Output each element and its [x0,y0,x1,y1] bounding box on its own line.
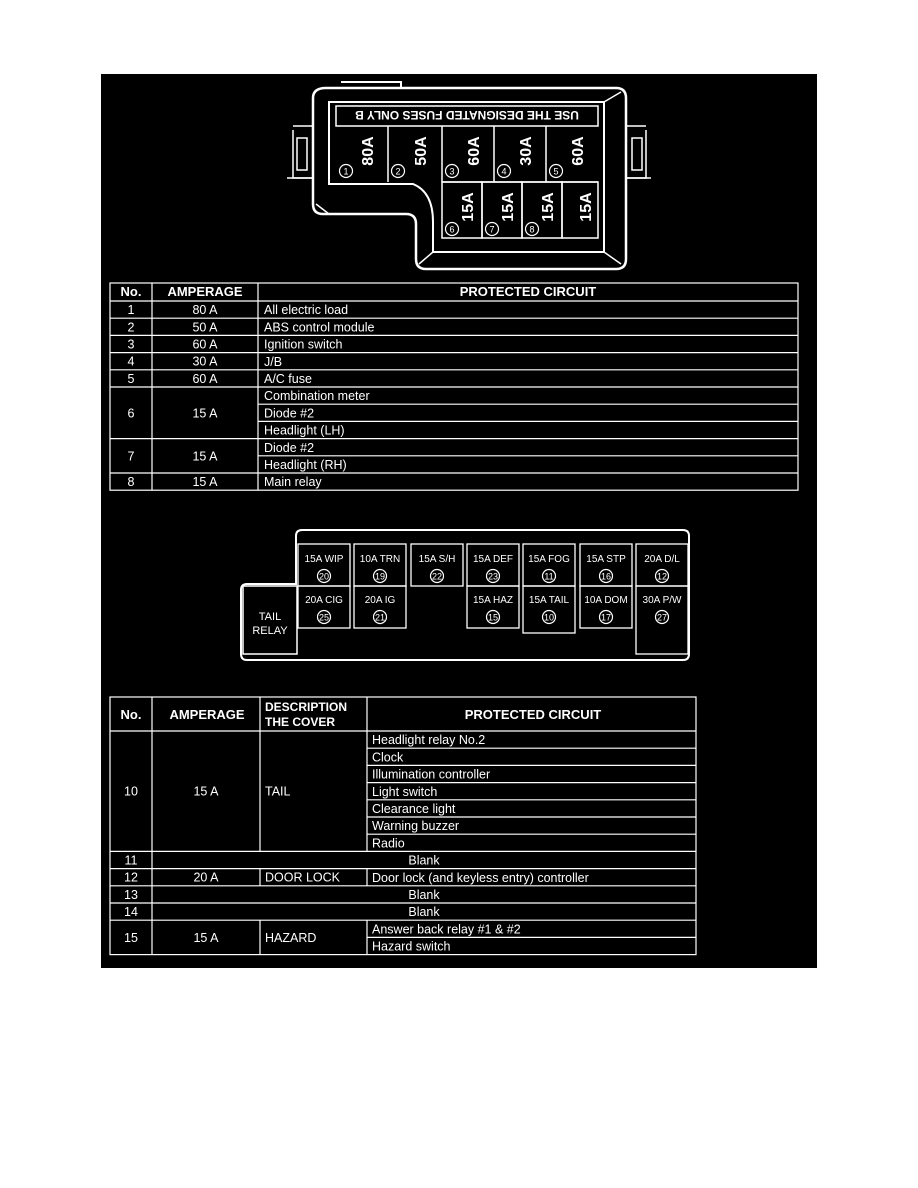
fuse-amp-label: 15A [540,192,557,222]
junction-fuse-label: 15A S/H [418,554,456,565]
table2-cell-no: 11 [124,853,138,868]
table1-cell-circuit: Ignition switch [264,337,343,352]
fuse-slot-4 [498,136,536,178]
fuse-slot-7 [486,192,518,236]
junction-fuse-15 [467,586,519,628]
table1-cell-circuit: Diode #2 [264,406,315,421]
table2-cell-amperage: 15 A [193,784,219,799]
table1-cell-circuit: Headlight (LH) [264,423,345,438]
table2-row [124,888,440,902]
svg-text:16: 16 [600,571,612,582]
fuse-slot-5 [550,136,588,178]
table2-cell-blank: Blank [408,888,440,902]
fuse-number-5 [550,165,563,178]
table1-row [128,389,370,437]
table2-cell-description: HAZARD [265,930,317,945]
junction-fuse-label: 15A HAZ [472,595,514,606]
junction-fuse-11 [523,544,575,586]
junction-block-top-row [298,544,688,586]
table1-header-amperage: AMPERAGE [167,284,243,299]
junction-fuse-number-20 [318,570,331,583]
junction-fuse-number-22 [431,570,444,583]
table1-header-protected-circuit: PROTECTED CIRCUIT [459,284,597,299]
table2-row [124,871,589,885]
junction-fuse-label: 15A TAIL [528,595,570,606]
svg-text:4: 4 [501,166,507,177]
table1-cell-amperage: 15 A [192,475,218,490]
fuse-amp-label: 50A [413,136,430,166]
fuse-amp-label: 15A [578,192,595,222]
junction-fuse-number-11 [543,570,556,583]
table2-cell-circuit: Light switch [372,784,438,799]
fuse-amp-label: 60A [570,136,587,166]
svg-text:27: 27 [656,612,668,623]
junction-fuse-number-17 [600,611,613,624]
table1-cell-circuit: A/C fuse [264,372,312,386]
junction-fuse-22 [411,544,463,586]
table2-header-protected-circuit: PROTECTED CIRCUIT [464,707,602,722]
junction-fuse-label: 15A DEF [472,554,514,565]
junction-fuse-16 [580,544,632,586]
svg-text:10: 10 [543,612,555,623]
svg-text:17: 17 [600,612,612,623]
table2-header-no: No. [120,707,142,722]
table2-cell-circuit: Warning buzzer [372,819,460,834]
table2-header-description: DESCRIPTION [265,700,348,714]
junction-fuse-label: 20A D/L [644,554,680,565]
table2-cell-blank: Blank [408,853,440,868]
svg-text:19: 19 [374,571,386,582]
junction-fuse-10 [523,586,575,633]
fuse-number-8 [526,223,539,236]
table2-cell-amperage: 15 A [193,930,219,945]
fuse-block-bottom-row [446,192,596,236]
table2-header-the-cover: THE COVER [265,715,336,729]
fuse-slot-3 [446,136,484,178]
table1-cell-no: 5 [127,371,135,386]
svg-text:2: 2 [395,166,401,177]
svg-text:3: 3 [449,166,455,177]
table2-cell-blank: Blank [408,905,440,920]
fuse-number-4 [498,165,511,178]
svg-text:8: 8 [529,224,535,235]
table1-cell-circuit: Combination meter [264,389,370,404]
table2-cell-no: 13 [124,887,138,902]
junction-block-bottom-row [298,586,688,654]
svg-text:25: 25 [318,612,330,623]
table1-cell-circuit: Diode #2 [264,440,315,455]
fuse-number-7 [486,223,499,236]
tail-relay-label-2: RELAY [252,625,288,637]
svg-text:20: 20 [318,571,330,582]
junction-fuse-number-23 [487,570,500,583]
fuse-block-top-row [340,136,588,178]
junction-fuse-27 [636,586,688,654]
fuse-slot-unnumbered [578,192,595,222]
junction-fuse-number-12 [656,570,669,583]
protected-circuit-table-2 [110,697,696,955]
table2-cell-amperage: 20 A [193,870,219,885]
table2-row [125,854,441,868]
table1-cell-amperage: 30 A [192,354,218,369]
junction-fuse-number-10 [543,611,556,624]
svg-text:7: 7 [489,224,495,235]
table1-cell-no: 2 [127,320,135,335]
table1-cell-amperage: 80 A [192,303,218,318]
junction-fuse-number-25 [318,611,331,624]
fuse-diagram [101,74,817,968]
table1-header-no: No. [120,284,142,299]
table2-cell-description: DOOR LOCK [265,870,341,885]
svg-text:15: 15 [487,612,499,623]
table2-cell-circuit: Answer back relay #1 & #2 [372,922,521,937]
table2-cell-no: 15 [124,930,138,945]
table1-cell-no: 1 [127,303,135,318]
table1-cell-circuit: ABS control module [264,320,375,335]
fuse-slot-1 [340,136,378,178]
table1-cell-amperage: 15 A [192,449,218,464]
table1-row [128,372,312,386]
junction-fuse-label: 15A WIP [304,554,344,565]
fuse-number-1 [340,165,353,178]
junction-fuse-label: 20A CIG [305,595,343,606]
fuse-slot-6 [446,192,478,236]
junction-fuse-label: 15A STP [586,554,626,565]
junction-fuse-label: 10A TRN [359,554,401,565]
junction-fuse-label: 10A DOM [584,595,628,606]
table2-cell-circuit: Door lock (and keyless entry) controller [372,870,589,885]
table1-cell-circuit: All electric load [264,303,349,318]
table1-cell-circuit: Main relay [264,475,322,490]
junction-fuse-19 [354,544,406,586]
table1-row [128,475,323,489]
svg-text:12: 12 [656,571,668,582]
svg-text:21: 21 [374,612,386,623]
fuse-diagram-panel [101,74,817,968]
fuse-number-2 [392,165,405,178]
fuse-amp-label: 80A [360,136,377,166]
fuse-amp-label: 30A [518,136,535,166]
table1-cell-no: 4 [127,354,135,369]
table1-cell-no: 6 [127,406,135,421]
table2-cell-circuit: Hazard switch [372,939,451,954]
junction-fuse-number-27 [656,611,669,624]
table2-cell-circuit: Clearance light [372,802,456,816]
table2-header-amperage: AMPERAGE [169,707,245,722]
table1-row [128,338,343,352]
junction-fuse-12 [636,544,688,586]
junction-fuse-number-21 [374,611,387,624]
fuse-number-6 [446,223,459,236]
svg-text:6: 6 [449,224,455,235]
fuse-slot-2 [392,136,431,178]
table2-cell-circuit: Radio [372,836,405,851]
table2-row [124,905,440,919]
table2-cell-circuit: Illumination controller [372,767,491,782]
table1-cell-circuit: J/B [264,354,283,369]
table1-row [128,320,375,334]
fuse-amp-label: 15A [460,192,477,222]
junction-fuse-25 [298,586,350,628]
svg-text:11: 11 [544,571,554,582]
junction-fuse-label: 30A P/W [642,595,682,606]
table1-row [128,355,283,369]
table2-cell-no: 10 [124,784,138,799]
junction-fuse-label: 15A FOG [528,554,570,565]
protected-circuit-table-1 [110,283,798,490]
table2-cell-circuit: Headlight relay No.2 [372,733,486,748]
junction-fuse-number-15 [487,611,500,624]
fuse-number-3 [446,165,459,178]
fuse-block-label: USE THE DESIGNATED FUSES ONLY B [355,108,579,122]
fuse-amp-label: 15A [500,192,517,222]
svg-text:23: 23 [487,571,499,582]
junction-fuse-number-16 [600,570,613,583]
junction-fuse-20 [298,544,350,586]
table2-cell-no: 12 [124,870,138,885]
svg-text:5: 5 [553,166,559,177]
table2-row [124,733,490,850]
table1-cell-amperage: 60 A [192,337,218,352]
table1-row [128,303,349,317]
junction-fuse-label: 20A IG [364,595,396,606]
table1-cell-amperage: 60 A [192,371,218,386]
table1-cell-no: 8 [127,475,135,490]
fuse-amp-label: 60A [466,136,483,166]
junction-fuse-21 [354,586,406,628]
svg-text:1: 1 [343,166,349,177]
tail-relay-label-1: TAIL [258,611,282,623]
table1-cell-amperage: 15 A [192,406,218,421]
table2-cell-circuit: Clock [372,750,404,765]
junction-fuse-23 [467,544,519,586]
fuse-slot-8 [526,192,558,236]
junction-fuse-number-19 [374,570,387,583]
table1-cell-circuit: Headlight (RH) [264,458,347,472]
table2-cell-no: 14 [124,905,138,920]
table1-cell-amperage: 50 A [192,320,218,335]
junction-fuse-17 [580,586,632,628]
table1-cell-no: 7 [127,449,135,464]
table2-cell-description: TAIL [265,784,291,799]
table1-cell-no: 3 [127,337,135,352]
svg-text:22: 22 [431,571,443,582]
